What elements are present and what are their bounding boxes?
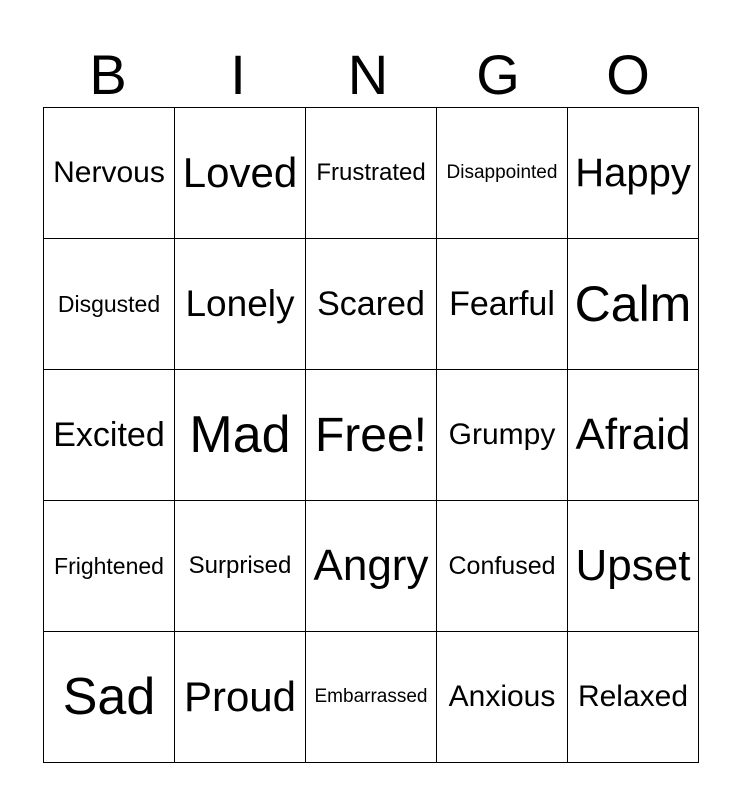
bingo-cell[interactable]: Happy <box>568 108 699 239</box>
grid-row <box>44 108 699 239</box>
bingo-cell[interactable]: Lonely <box>175 239 306 370</box>
free-space-cell[interactable]: Free! <box>306 370 437 501</box>
bingo-cell[interactable]: Fearful <box>437 239 568 370</box>
bingo-cell[interactable]: Disappointed <box>437 108 568 239</box>
bingo-cell[interactable]: Grumpy <box>437 370 568 501</box>
bingo-cell[interactable]: Proud <box>175 632 306 763</box>
bingo-cell[interactable]: Loved <box>175 108 306 239</box>
bingo-cell[interactable]: Disgusted <box>44 239 175 370</box>
header-letter-g: G <box>476 43 520 106</box>
bingo-cell[interactable]: Frustrated <box>306 108 437 239</box>
bingo-cell[interactable]: Surprised <box>175 501 306 632</box>
grid-row <box>44 632 699 763</box>
bingo-grid <box>43 107 699 763</box>
bingo-cell[interactable]: Calm <box>568 239 699 370</box>
bingo-cell[interactable]: Confused <box>437 501 568 632</box>
bingo-cell[interactable]: Afraid <box>568 370 699 501</box>
header-letter-b: B <box>89 43 127 106</box>
bingo-cell[interactable]: Embarrassed <box>306 632 437 763</box>
header-letter-i: I <box>230 43 246 106</box>
bingo-cell[interactable]: Scared <box>306 239 437 370</box>
bingo-header <box>43 42 693 108</box>
bingo-cell[interactable]: Anxious <box>437 632 568 763</box>
grid-row <box>44 239 699 370</box>
bingo-cell[interactable]: Excited <box>44 370 175 501</box>
bingo-cell[interactable]: Frightened <box>44 501 175 632</box>
bingo-cell[interactable]: Upset <box>568 501 699 632</box>
bingo-cell[interactable]: Relaxed <box>568 632 699 763</box>
bingo-cell[interactable]: Mad <box>175 370 306 501</box>
bingo-cell[interactable]: Angry <box>306 501 437 632</box>
header-letter-o: O <box>606 43 650 106</box>
header-letter-n: N <box>347 43 389 106</box>
bingo-cell[interactable]: Nervous <box>44 108 175 239</box>
grid-row <box>44 370 699 501</box>
grid-row <box>44 501 699 632</box>
bingo-cell[interactable]: Sad <box>44 632 175 763</box>
